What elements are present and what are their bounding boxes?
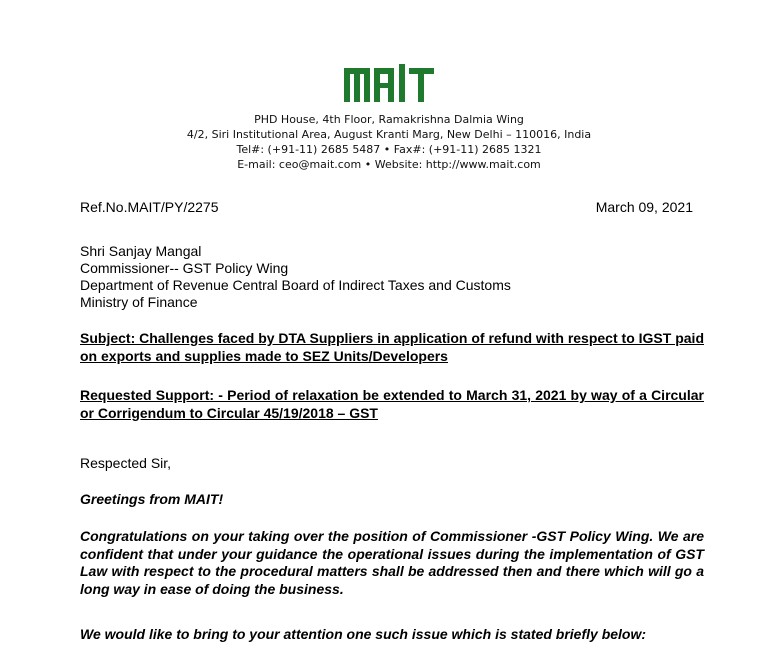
recipient-block bbox=[80, 243, 511, 311]
greeting: Greetings from MAIT! bbox=[80, 491, 224, 507]
reference-number: Ref.No.MAIT/PY/2275 bbox=[80, 199, 219, 215]
mait-logo-mark bbox=[344, 64, 434, 102]
contact-line: Tel#: (+91-11) 2685 5487 • Fax#: (+91-11) 2685 1321 bbox=[236, 143, 542, 156]
attention-paragraph: We would like to bring to your attention one such issue which is stated briefly below: bbox=[80, 626, 647, 642]
address-line: PHD House, 4th Floor, Ramakrishna Dalmia Wing bbox=[254, 113, 524, 126]
recipient-ministry: Ministry of Finance bbox=[80, 294, 198, 310]
recipient-name: Shri Sanjay Mangal bbox=[80, 243, 202, 259]
letter-date: March 09, 2021 bbox=[595, 199, 693, 215]
email-website-line: E-mail: ceo@mait.com • Website: http://www.mait.com bbox=[237, 158, 541, 171]
recipient-title: Commissioner-- GST Policy Wing bbox=[80, 260, 289, 276]
mait-logo bbox=[0, 64, 778, 107]
salutation: Respected Sir, bbox=[80, 455, 172, 471]
recipient-department: Department of Revenue Central Board of Indirect Taxes and Customs bbox=[80, 277, 511, 293]
congratulations-paragraph: Congratulations on your taking over the position of Commissioner -GST Policy Wing. We are confident that under your guidance the operational issues during the implementation of GST Law with respect to the procedural matters shall be addressed then and there which will go a long way in ease of doing the business. bbox=[80, 528, 704, 597]
subject-line: Subject: Challenges faced by DTA Suppliers in application of refund with respect to IGST paid on exports and supplies made to SEZ Units/Developers bbox=[80, 330, 704, 364]
requested-support: Requested Support: - Period of relaxation be extended to March 31, 2021 by way of a Circular or Corrigendum to Circular 45/19/2018 – GST bbox=[80, 387, 704, 421]
address-line: 4/2, Siri Institutional Area, August Kranti Marg, New Delhi – 110016, India bbox=[186, 128, 592, 141]
